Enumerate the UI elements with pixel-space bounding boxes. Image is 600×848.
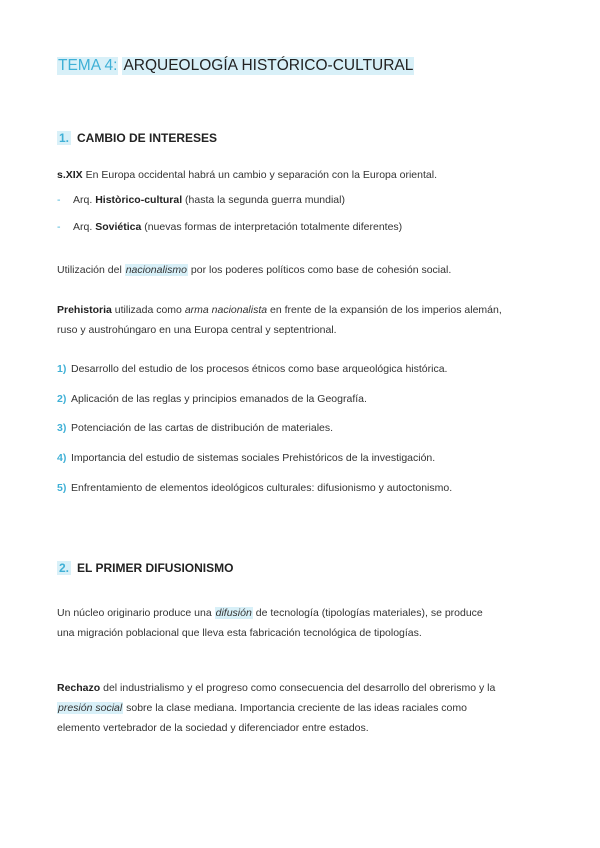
intro-bold: s.XIX bbox=[57, 169, 83, 181]
item-number: 3) bbox=[57, 422, 67, 434]
item-number: 1) bbox=[57, 363, 67, 375]
page-title bbox=[57, 57, 414, 75]
item-text: Importancia del estudio de sistemas sociales Prehistóricos de la investigación. bbox=[71, 452, 436, 464]
para-line bbox=[57, 678, 543, 698]
para-text: por los poderes políticos como base de cohesión social. bbox=[188, 264, 452, 276]
numbered-item bbox=[57, 482, 452, 494]
para-text: del industrialismo y el progreso como consecuencia del desarrollo del obrerismo y la bbox=[100, 682, 496, 694]
item-text: Potenciación de las cartas de distribución de materiales. bbox=[71, 422, 334, 434]
paragraph-rechazo bbox=[57, 678, 543, 738]
paragraph-prehistoria bbox=[57, 300, 543, 340]
para-line bbox=[57, 603, 543, 623]
section-2-heading bbox=[57, 561, 233, 575]
item-number: 2) bbox=[57, 393, 67, 405]
highlight-term: difusión bbox=[215, 607, 252, 619]
title-main: ARQUEOLOGÍA HISTÓRICO-CULTURAL bbox=[123, 57, 414, 74]
intro-text: En Europa occidental habrá un cambio y separación con la Europa oriental. bbox=[82, 169, 437, 181]
para-text: sobre la clase mediana. Importancia creciente de las ideas raciales como bbox=[123, 702, 467, 714]
para-line bbox=[57, 698, 543, 718]
numbered-item bbox=[57, 452, 435, 464]
highlight-term: nacionalismo bbox=[125, 264, 187, 276]
para-line: una migración poblacional que lleva esta fabricación tecnológica de tipologías. bbox=[57, 627, 422, 639]
numbered-item bbox=[57, 393, 367, 405]
section-1-intro bbox=[57, 165, 543, 185]
paragraph-difusion bbox=[57, 603, 543, 643]
section-1-number: 1. bbox=[59, 131, 70, 145]
para-text: utilizada como bbox=[111, 304, 185, 316]
numbered-item bbox=[57, 363, 447, 375]
para-bold: Prehistoria bbox=[57, 304, 112, 316]
para-text: en frente de la expansión de los imperios alemán, bbox=[267, 304, 502, 316]
para-text: Un núcleo originario produce una bbox=[57, 607, 215, 619]
dash-bullet: - bbox=[57, 221, 61, 233]
dash-item-pre: Arq. bbox=[73, 221, 96, 233]
paragraph-nacionalismo bbox=[57, 260, 543, 280]
dash-item bbox=[57, 194, 345, 206]
para-italic: arma nacionalista bbox=[184, 304, 268, 316]
section-2-title: EL PRIMER DIFUSIONISMO bbox=[77, 561, 234, 575]
dash-item-pre: Arq. bbox=[73, 194, 96, 206]
dash-item bbox=[57, 221, 402, 233]
para-line: ruso y austrohúngaro en una Europa central y septentrional. bbox=[57, 324, 337, 336]
para-bold: Rechazo bbox=[57, 682, 101, 694]
highlight-term: presión social bbox=[58, 702, 123, 714]
para-line: elemento vertebrador de la sociedad y diferenciador entre estados. bbox=[57, 722, 369, 734]
dash-item-bold: Soviética bbox=[95, 221, 142, 233]
item-number: 4) bbox=[57, 452, 67, 464]
item-text: Desarrollo del estudio de los procesos étnicos como base arqueológica histórica. bbox=[71, 363, 448, 375]
dash-bullet: - bbox=[57, 194, 61, 206]
dash-item-post: (nuevas formas de interpretación totalmente diferentes) bbox=[141, 221, 403, 233]
section-1-title: CAMBIO DE INTERESES bbox=[77, 131, 218, 145]
para-text: Utilización del bbox=[57, 264, 125, 276]
section-2-number: 2. bbox=[59, 561, 70, 575]
para-text: de tecnología (tipologías materiales), se produce bbox=[252, 607, 483, 619]
dash-item-bold: Històrico-cultural bbox=[95, 194, 183, 206]
section-1-heading bbox=[57, 131, 217, 145]
item-text: Aplicación de las reglas y principios emanados de la Geografía. bbox=[71, 393, 367, 405]
item-text: Enfrentamiento de elementos ideológicos culturales: difusionismo y autoctonismo. bbox=[71, 482, 453, 494]
title-prefix: TEMA 4: bbox=[58, 57, 118, 74]
para-line bbox=[57, 300, 543, 320]
numbered-item bbox=[57, 422, 333, 434]
dash-item-post: (hasta la segunda guerra mundial) bbox=[182, 194, 345, 206]
item-number: 5) bbox=[57, 482, 67, 494]
